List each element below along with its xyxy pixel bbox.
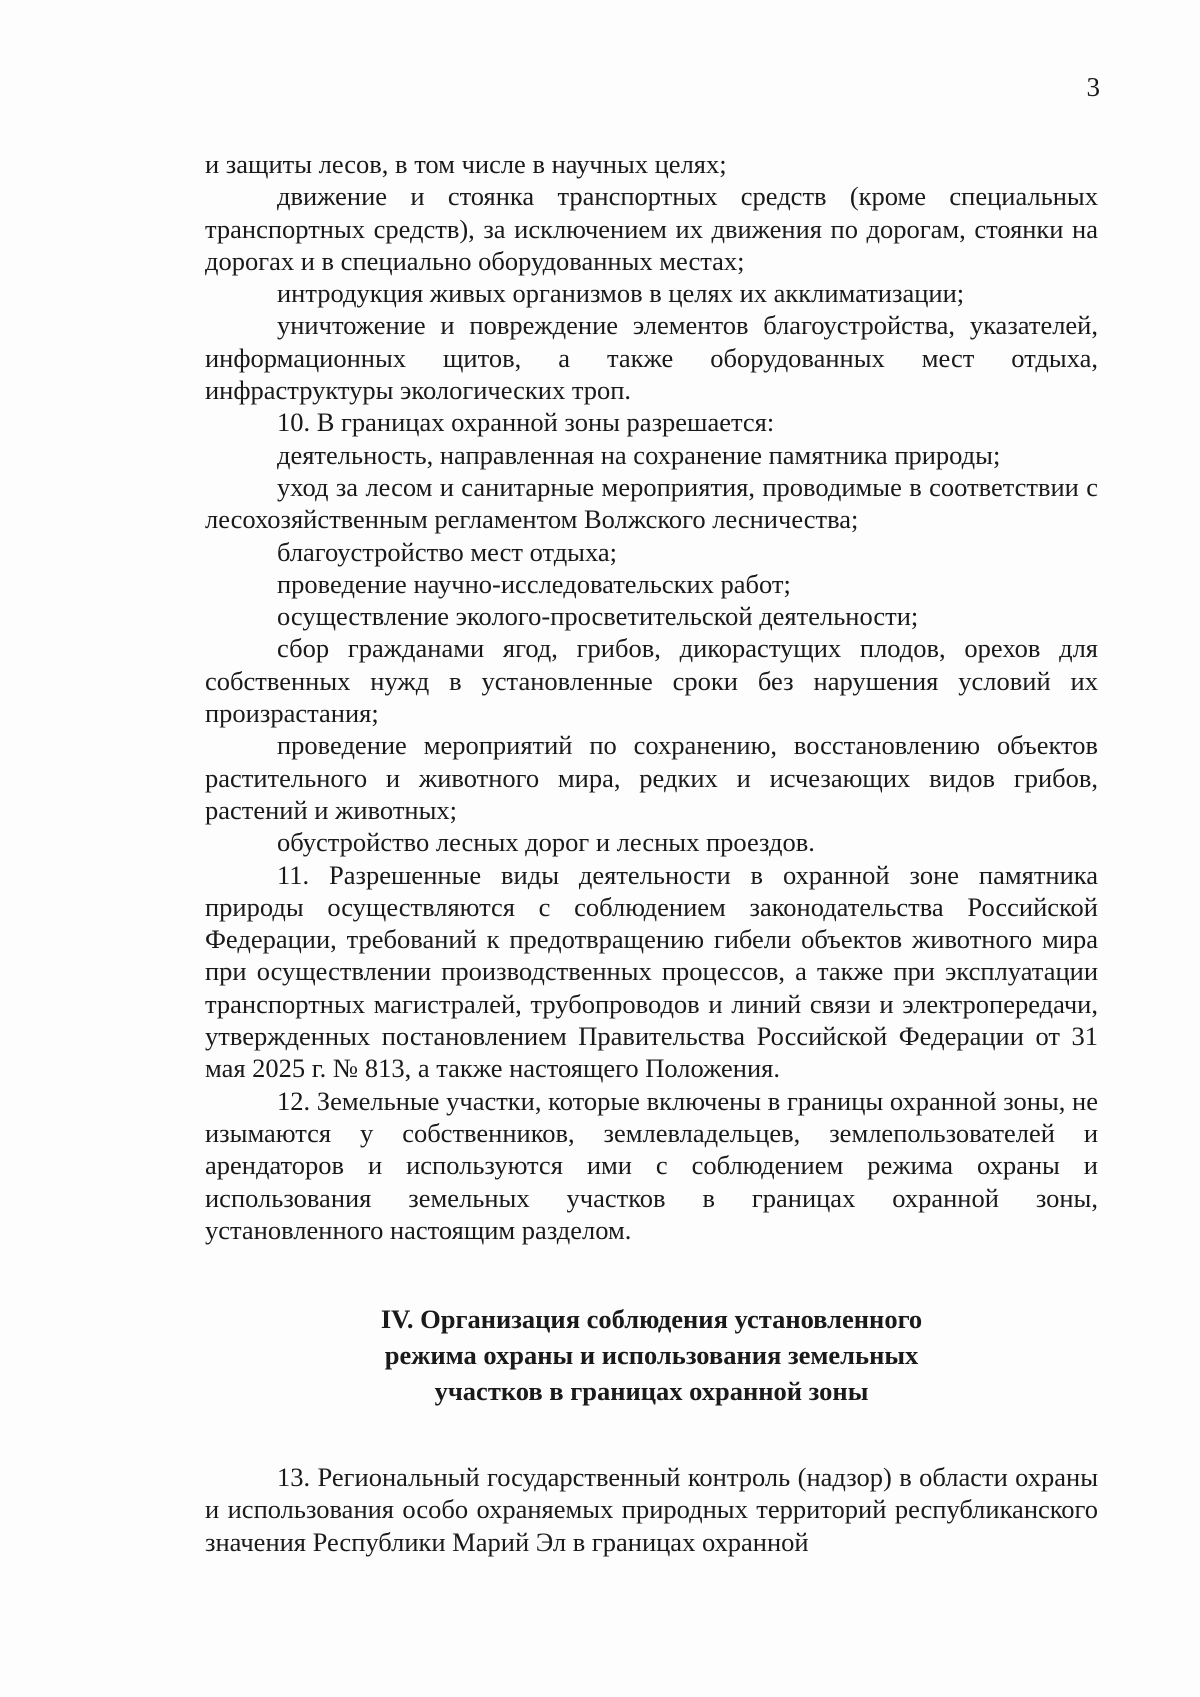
paragraph: деятельность, направленная на сохранение памятника природы;: [277, 439, 1001, 470]
section-heading-line: режима охраны и использования земельных: [384, 1340, 919, 1371]
paragraph: сбор гражданами ягод, грибов, дикорастущих плодов, орехов для собственных нужд в установленные сроки без нарушения условий их произрастания;: [205, 633, 1098, 729]
paragraph: проведение научно-исследовательских работ;: [277, 568, 791, 599]
paragraphs-after-heading: [205, 1461, 1098, 1558]
paragraph: интродукция живых организмов в целях их акклиматизации;: [277, 278, 965, 309]
paragraph: проведение мероприятий по сохранению, восстановлению объектов растительного и животного мира, редких и исчезающих видов грибов, растений и животных;: [205, 730, 1098, 825]
paragraph: благоустройство мест отдыха;: [277, 536, 618, 567]
paragraph: обустройство лесных дорог и лесных проездов.: [277, 827, 815, 858]
paragraph: движение и стоянка транспортных средств (кроме специальных транспортных средств), за исключением их движения по дорогам, стоянки на дорогах и в специально оборудованных местах;: [205, 181, 1098, 276]
paragraph: уход за лесом и санитарные мероприятия, проводимые в соответствии с лесохозяйственным регламентом Волжского лесничества;: [205, 471, 1098, 535]
section-heading-line: IV. Организация соблюдения установленного: [380, 1304, 923, 1335]
paragraph: 11. Разрешенные виды деятельности в охранной зоне памятника природы осуществляются с соблюдением законодательства Российской Федерации, требований к предотвращению гибели объектов животного мира при осуществлении производственных процессов, а также при эксплуатации транспортных магистралей, трубопроводов и линий связи и электропередачи, утвержденных постановлением Правительства Российской Федерации от 31 мая 2025 г. № 813, а также настоящего Положения.: [205, 859, 1098, 1084]
paragraph: и защиты лесов, в том числе в научных целях;: [205, 149, 727, 179]
section-heading: [205, 1301, 1098, 1409]
page-number: 3: [1086, 72, 1100, 102]
paragraph: 10. В границах охранной зоны разрешается:: [277, 407, 775, 438]
paragraph: 12. Земельные участки, которые включены в границы охранной зоны, не изымаются у собственников, землевладельцев, землепользователей и арендаторов и используются ими с соблюдением режима охраны и использования земельных участков в границах охранной зоны, установленного настоящим разделом.: [205, 1085, 1098, 1245]
paragraphs-before-heading: [205, 148, 1098, 1246]
section-heading-line: участков в границах охранной зоны: [434, 1376, 869, 1407]
document-body: [205, 148, 1098, 1558]
paragraph: уничтожение и повреждение элементов благоустройства, указателей, информационных щитов, а также оборудованных мест отдыха, инфраструктуры экологических троп.: [205, 310, 1098, 406]
paragraph: 13. Региональный государственный контроль (надзор) в области охраны и использования особо охраняемых природных территорий республиканского значения Республики Марий Эл в границах охранной: [205, 1462, 1098, 1557]
paragraph: осуществление эколого-просветительской деятельности;: [277, 601, 919, 632]
